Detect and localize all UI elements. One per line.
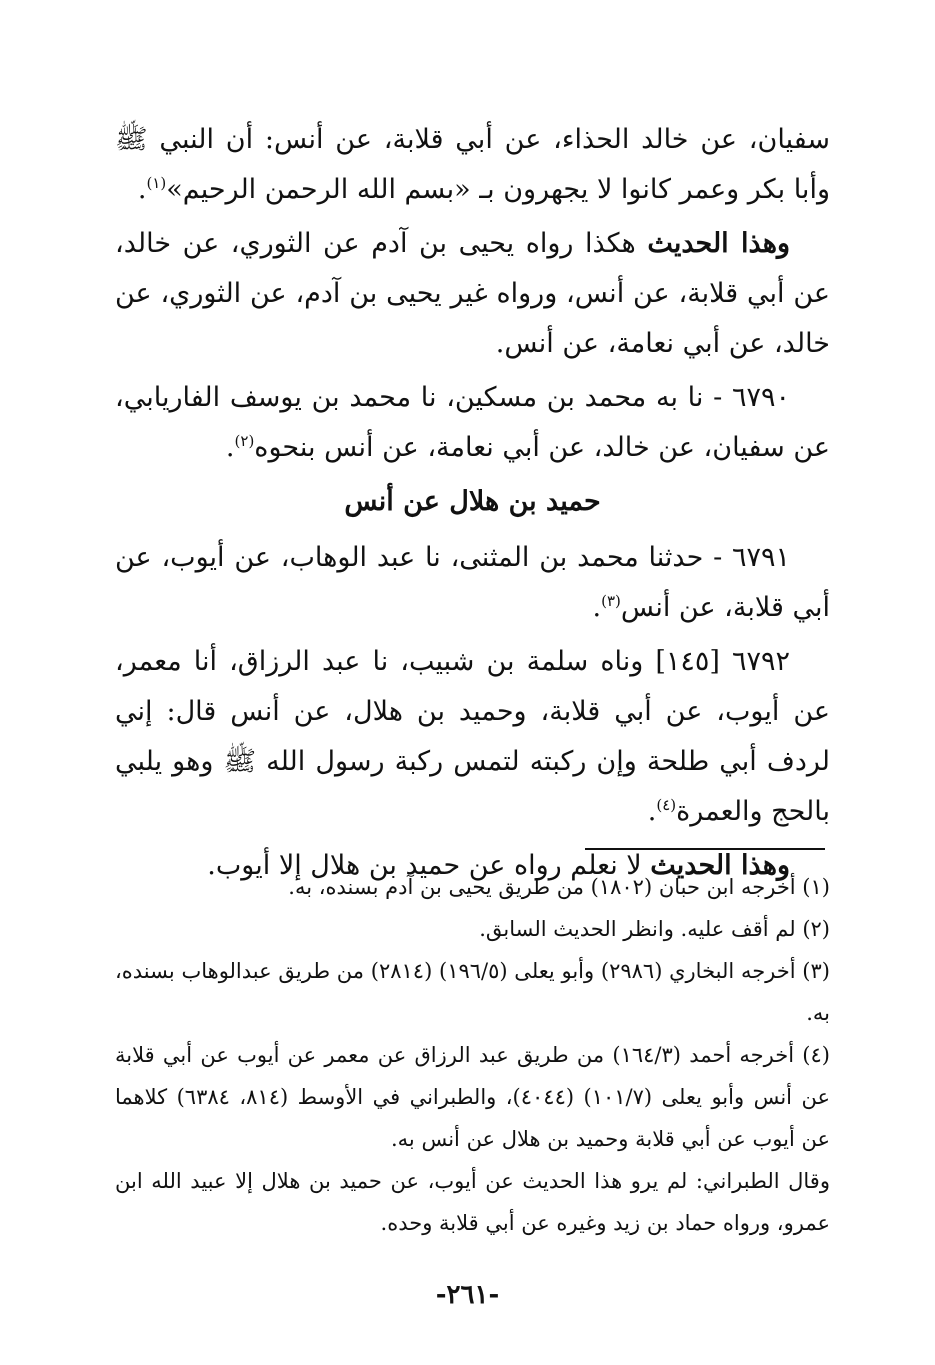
footnotes	[115, 866, 830, 1244]
footnote-ref-1[interactable]: (١)	[146, 174, 167, 192]
hadith-6790: ٦٧٩٠ - نا به محمد بن مسكين، نا محمد بن يوسف الفاريابي، عن سفيان، عن خالد، عن أبي نعامة، عن أنس بنحوه$^{(٢)}$.	[115, 382, 830, 463]
paragraph-2: وهذا الحديث هكذا رواه يحيى بن آدم عن الثوري، عن خالد، عن أبي قلابة، عن أنس، ورواه غير يحيى بن آدم، عن الثوري، عن خالد، عن أبي نعامة، عن أنس.	[115, 228, 830, 359]
hadith-6791: ٦٧٩١ - حدثنا محمد بن المثنى، نا عبد الوهاب، عن أيوب، عن أبي قلابة، عن أنس$^{(٣)}$.	[115, 542, 830, 623]
footnote-4: (٤) أخرجه أحمد (١٦٤/٣) من طريق عبد الرزاق عن معمر عن أيوب عن أبي قلابة عن أنس وأبو يعلى (١٠١/٧) (٤٠٤٤)، والطبراني في الأوسط (٨١٤، ٦٣٨٤) كلاهما عن أيوب عن أبي قلابة وحميد بن هلال عن أنس به.	[115, 1043, 830, 1151]
paragraph-6: وهذا الحديث لا نعلم رواه عن حميد بن هلال إلا أيوب.	[207, 850, 790, 881]
hadith-6792: ٦٧٩٢ [١٤٥] وناه سلمة بن شبيب، نا عبد الرزاق، أنا معمر، عن أيوب، عن أبي قلابة، وحميد بن هلال، عن أنس قال: إني لردف أبي طلحة وإن ركبته لتمس ركبة رسول الله ﷺ وهو يلبي بالحج والعمرة$^{(٤)}$.	[115, 646, 830, 827]
paragraph-lead: وهذا الحديث	[650, 850, 790, 881]
paragraph-1: سفيان، عن خالد الحذاء، عن أبي قلابة، عن أنس: أن النبي ﷺ وأبا بكر وعمر كانوا لا يجهرون بـ «بسم الله الرحمن الرحيم»$^{(١)}$.	[115, 124, 830, 205]
footnote-3: (٣) أخرجه البخاري (٢٩٨٦) وأبو يعلى (١٩٦/٥) (٢٨١٤) من طريق عبدالوهاب بسنده، به.	[115, 959, 830, 1025]
footnote-1: (١) أخرجه ابن حبان (١٨٠٢) من طريق يحيى بن آدم بسنده، به.	[288, 875, 830, 899]
footnote-2: (٢) لم أقف عليه. وانظر الحديث السابق.	[479, 917, 830, 941]
footnote-ref-2[interactable]: (٢)	[234, 432, 255, 450]
paragraph-lead: وهذا الحديث	[647, 228, 790, 259]
footnote-4-continuation: وقال الطبراني: لم يرو هذا الحديث عن أيوب، عن حميد بن هلال إلا عبيد الله ابن عمرو، ورواه حماد بن زيد وغيره عن أبي قلابة وحده.	[115, 1169, 830, 1235]
page-number: -٢٦١-	[435, 1280, 500, 1310]
section-heading: حميد بن هلال عن أنس	[344, 486, 601, 517]
footnote-divider	[585, 848, 825, 850]
main-text	[115, 115, 830, 895]
footnote-ref-4[interactable]: (٤)	[656, 796, 677, 814]
footnote-ref-3[interactable]: (٣)	[601, 592, 621, 610]
